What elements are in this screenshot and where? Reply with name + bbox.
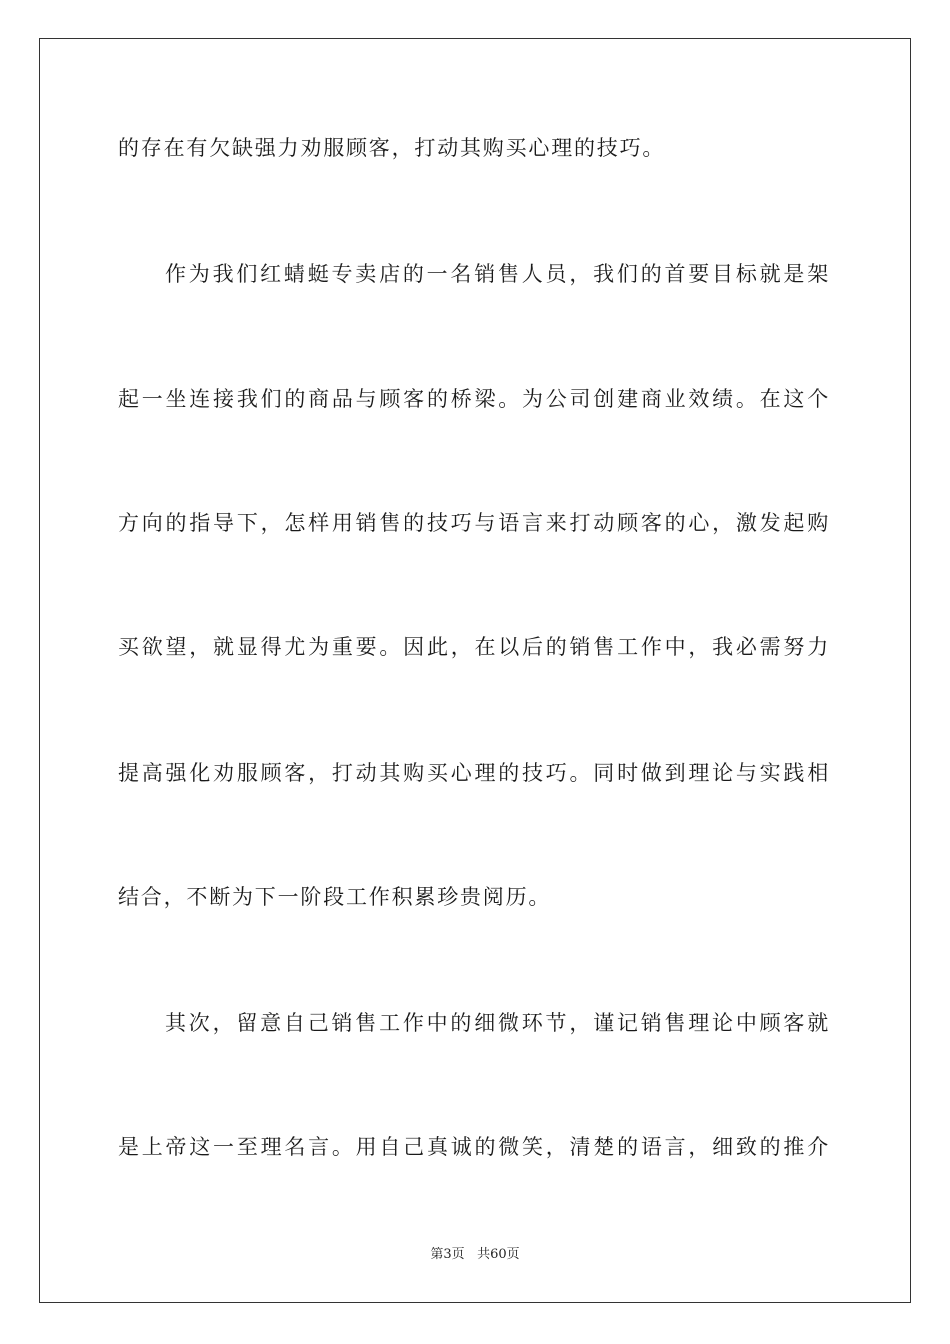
page-number: 第3页 (430, 1247, 465, 1262)
text-line-3: 起一坐连接我们的商品与顾客的桥梁。为公司创建商业效绩。在这个 (118, 387, 830, 411)
text-line-2: 作为我们红蜻蜓专卖店的一名销售人员，我们的首要目标就是架 (165, 262, 830, 286)
text-line-7: 结合，不断为下一阶段工作积累珍贵阅历。 (118, 885, 552, 909)
text-line-1: 的存在有欠缺强力劝服顾客，打动其购买心理的技巧。 (118, 136, 666, 160)
text-line-8: 其次，留意自己销售工作中的细微环节，谨记销售理论中顾客就 (165, 1011, 830, 1035)
text-line-9: 是上帝这一至理名言。用自己真诚的微笑，清楚的语言，细致的推介 (118, 1135, 830, 1159)
text-line-4: 方向的指导下，怎样用销售的技巧与语言来打动顾客的心，激发起购 (118, 511, 830, 535)
page-border (39, 38, 911, 1303)
text-line-6: 提高强化劝服顾客，打动其购买心理的技巧。同时做到理论与实践相 (118, 761, 830, 785)
text-line-5: 买欲望，就显得尤为重要。因此，在以后的销售工作中，我必需努力 (118, 635, 830, 659)
page-footer (0, 1246, 950, 1264)
page-total: 共60页 (477, 1247, 520, 1262)
